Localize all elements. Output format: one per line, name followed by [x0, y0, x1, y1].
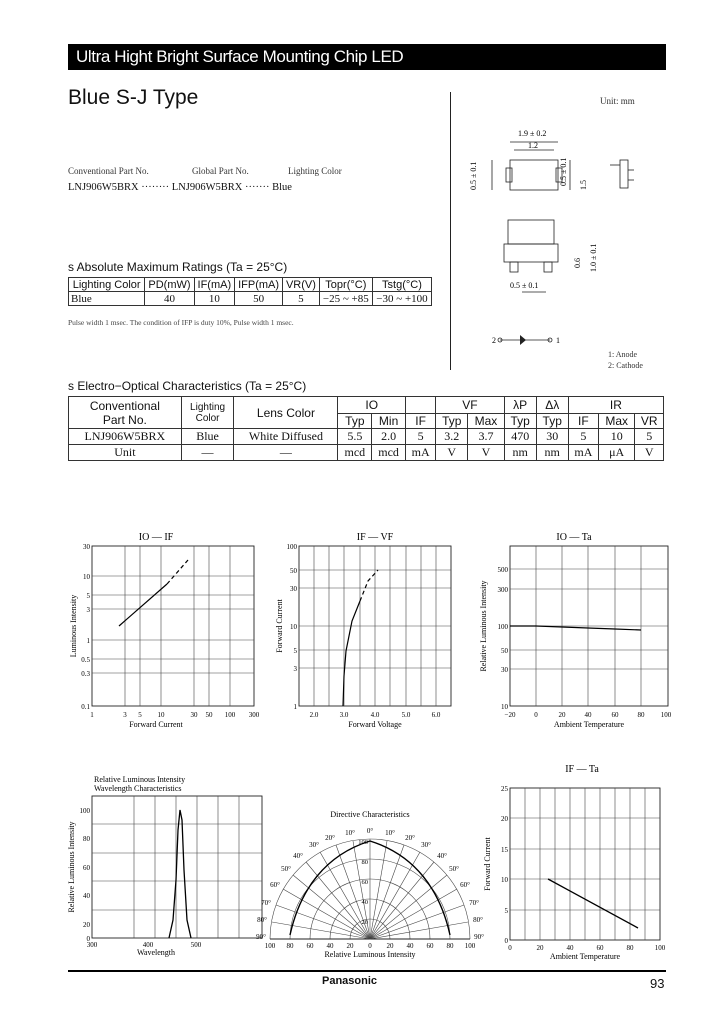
eoc-h-lens: Lens Color: [234, 397, 338, 429]
eoc-v-vf-max: 3.7: [468, 429, 504, 445]
c6-x2: 40: [566, 944, 574, 952]
package-drawing: [470, 120, 670, 370]
chart-io-ta: [470, 526, 680, 734]
amr-h-ifp: IFP(mA): [235, 278, 283, 292]
c1-x5: 50: [205, 711, 213, 719]
c5-x0: 100: [264, 942, 276, 950]
c5-a12: 60°: [270, 881, 280, 889]
c5-a15: 80°: [473, 916, 483, 924]
c3-x5: 80: [637, 711, 645, 719]
c6-curve: [548, 879, 638, 928]
c3-x3: 40: [584, 711, 592, 719]
eoc-v-io-typ: 5.5: [338, 429, 372, 445]
c1-y6: 0.1: [81, 703, 90, 711]
c1-x3: 10: [157, 711, 165, 719]
c1-title: IO — IF: [138, 532, 174, 543]
amr-v-color: Blue: [69, 292, 145, 306]
eoc-v-if: 5: [405, 429, 435, 445]
c4-ylabel: Relative Luminous Intensity: [67, 821, 76, 913]
c4-x0: 300: [86, 941, 98, 949]
c1-xlabel: Forward Current: [129, 720, 183, 729]
c6-xlabel: Ambient Temperature: [549, 952, 621, 961]
c4-y4: 20: [83, 921, 90, 929]
amr-v-topr: −25 ~ +85: [319, 292, 372, 306]
c1-x2: 5: [138, 711, 142, 719]
c5-r2: 60: [361, 879, 368, 886]
c1-x0: 1: [90, 711, 94, 719]
c5-title: Directive Characteristics: [330, 810, 410, 819]
eoc-u-5: mA: [405, 445, 435, 461]
type-title: Blue S-J Type: [68, 86, 199, 109]
c3-y5: 10: [501, 703, 508, 711]
dim-3: 0.5 ± 0.1: [469, 161, 478, 190]
c1-x4: 30: [190, 711, 198, 719]
c5-a11: 60°: [460, 881, 470, 889]
eoc-u-6: V: [436, 445, 468, 461]
c5-a2: 10°: [345, 829, 355, 837]
c2-ylabel: Forward Current: [275, 599, 284, 653]
legend-cathode: 2: Cathode: [608, 361, 643, 370]
chart-wavelength: [62, 770, 262, 960]
col-label-global: Global Part No.: [192, 166, 249, 176]
c5-a18: 90°: [256, 933, 266, 941]
c1-curve-extrapolated: [167, 560, 188, 584]
c5-a13: 70°: [469, 899, 479, 907]
c5-a4: 20°: [325, 834, 335, 842]
c1-x6: 100: [224, 711, 236, 719]
c5-a7: 40°: [437, 852, 447, 860]
eoc-v-vr: 5: [635, 429, 664, 445]
legend-anode: 1: Anode: [608, 350, 638, 359]
c2-x1: 3.0: [339, 711, 349, 719]
c3-title: IO — Ta: [556, 532, 592, 543]
unit-label: Unit: mm: [600, 96, 635, 106]
chart-if-ta: [478, 758, 678, 963]
eoc-h-io: IO: [338, 397, 406, 414]
c5-x2: 60: [306, 942, 314, 950]
dim-1: 1.9 ± 0.2: [518, 129, 547, 138]
eoc-u-2: —: [234, 445, 338, 461]
col-label-conventional: Conventional Part No.: [68, 166, 149, 176]
c2-x2: 4.0: [370, 711, 380, 719]
c6-title: IF — Ta: [565, 764, 599, 775]
c6-y0: 25: [501, 785, 508, 793]
c1-x7: 300: [248, 711, 260, 719]
amr-note: Pulse width 1 msec. The condition of IFP is duty 10%, Pulse width 1 msec.: [68, 318, 294, 327]
c5-a17: 90°: [474, 933, 484, 941]
c1-x1: 3: [123, 711, 127, 719]
eoc-s-typ4: Typ: [536, 414, 568, 429]
eoc-h-ir: IR: [568, 397, 663, 414]
c1-y4: 0.5: [81, 656, 90, 664]
page-number: 93: [650, 976, 665, 991]
eoc-s-min: Min: [372, 414, 406, 429]
c5-x6: 20: [386, 942, 394, 950]
c5-x3: 40: [326, 942, 334, 950]
amr-v-pd: 40: [145, 292, 194, 306]
amr-h-pd: PD(mW): [145, 278, 194, 292]
c2-y4: 5: [293, 647, 297, 655]
c2-y3: 10: [290, 623, 297, 631]
c3-curve: [510, 626, 641, 630]
c5-x7: 40: [406, 942, 414, 950]
eoc-s-typ3: Typ: [504, 414, 536, 429]
eoc-u-1: —: [181, 445, 234, 461]
amr-h-color: Lighting Color: [69, 278, 145, 292]
c4-xlabel: Wavelength: [136, 948, 176, 957]
dim-6: 0.6: [573, 258, 582, 268]
chart-io-if: [62, 526, 262, 734]
c6-y2: 15: [501, 846, 508, 854]
eoc-v-ir-max: 10: [598, 429, 634, 445]
drawing-separator: [450, 92, 451, 370]
document-header: Ultra Hight Bright Surface Mounting Chip LED: [68, 44, 666, 70]
col-label-lighting: Lighting Color: [288, 166, 342, 176]
c6-x3: 60: [596, 944, 604, 952]
c6-x5: 100: [654, 944, 666, 952]
eoc-u-10: mA: [568, 445, 598, 461]
c3-x4: 60: [611, 711, 619, 719]
c5-x1: 80: [286, 942, 294, 950]
c3-y4: 30: [501, 666, 508, 674]
c4-x2: 500: [190, 941, 202, 949]
footer-rule: [68, 970, 666, 972]
part-info-row: LNJ906W5BRX ········ LNJ906W5BRX ······· Blue: [68, 182, 292, 193]
eoc-u-7: V: [468, 445, 504, 461]
c4-title2: Wavelength Characteristics: [94, 784, 182, 793]
eoc-u-11: μA: [598, 445, 634, 461]
amr-v-if: 10: [194, 292, 234, 306]
eoc-s-max: Max: [468, 414, 504, 429]
c6-y3: 10: [501, 876, 508, 884]
c5-xlabel: Relative Luminous Intensity: [324, 950, 416, 959]
c3-ylabel: Relative Luminous Intensity: [479, 580, 488, 672]
eoc-u-0: Unit: [69, 445, 182, 461]
c2-title: IF — VF: [356, 532, 394, 543]
eoc-h-dl: Δλ: [536, 397, 568, 414]
eoc-v-part: LNJ906W5BRX: [69, 429, 182, 445]
eoc-u-3: mcd: [338, 445, 372, 461]
c6-ylabel: Forward Current: [483, 837, 492, 891]
c3-x2: 20: [558, 711, 566, 719]
amr-h-if: IF(mA): [194, 278, 234, 292]
c6-y5: 0: [504, 937, 508, 945]
dim-7: 1.0 ± 0.1: [589, 243, 598, 272]
c2-x0: 2.0: [309, 711, 319, 719]
c1-y1: 5: [86, 592, 90, 600]
eoc-h-light: Lighting Color: [181, 397, 234, 429]
c4-y1: 80: [83, 835, 90, 843]
dim-4: 0.5 ± 0.1: [559, 157, 568, 186]
eoc-s-typ2: Typ: [436, 414, 468, 429]
dim-10: 1: [556, 336, 560, 345]
eoc-v-lp: 470: [504, 429, 536, 445]
amr-section-title: s Absolute Maximum Ratings (Ta = 25°C): [68, 260, 288, 274]
eoc-v-dl: 30: [536, 429, 568, 445]
eoc-u-12: V: [635, 445, 664, 461]
c2-x4: 6.0: [431, 711, 441, 719]
c6-x0: 0: [508, 944, 512, 952]
c3-x0: −20: [504, 711, 516, 719]
eoc-v-ir-if: 5: [568, 429, 598, 445]
c2-curve: [343, 601, 360, 706]
chart-directive: [250, 805, 490, 965]
brand-logo: Panasonic: [322, 975, 378, 987]
eoc-s-max2: Max: [598, 414, 634, 429]
dim-8: 0.5 ± 0.1: [510, 281, 539, 290]
c1-y5: 0.3: [81, 670, 90, 678]
c1-y2: 3: [86, 606, 90, 614]
c3-x6: 100: [660, 711, 672, 719]
c1-ylabel: Luminous Intensity: [69, 594, 78, 658]
c6-y4: 5: [504, 907, 508, 915]
c5-a16: 80°: [257, 916, 267, 924]
c5-a9: 50°: [449, 865, 459, 873]
c5-r3: 40: [361, 899, 368, 906]
dim-5: 1.5: [579, 180, 588, 190]
c6-x4: 80: [626, 944, 634, 952]
dim-2: 1.2: [528, 141, 538, 150]
c2-x3: 5.0: [401, 711, 411, 719]
eoc-u-8: nm: [504, 445, 536, 461]
c3-y3: 50: [501, 647, 508, 655]
c1-curve: [119, 584, 167, 626]
eoc-s-typ: Typ: [338, 414, 372, 429]
c3-x1: 0: [534, 711, 538, 719]
dim-9: 2: [492, 336, 496, 345]
c5-r1: 80: [361, 859, 368, 866]
c5-r4: 20: [361, 919, 368, 926]
c5-a5: 30°: [421, 841, 431, 849]
c1-y0: 10: [83, 573, 90, 581]
c4-curve: [169, 810, 191, 938]
c5-x8: 60: [426, 942, 434, 950]
eoc-s-if: IF: [405, 414, 435, 429]
c5-a1: 10°: [385, 829, 395, 837]
eoc-h-lp: λP: [504, 397, 536, 414]
c4-title1: Relative Luminous Intensity: [94, 775, 186, 784]
amr-h-topr: Topr(°C): [319, 278, 372, 292]
c1-ytop: 30: [83, 543, 90, 551]
c4-y3: 40: [83, 892, 90, 900]
c2-y1: 50: [290, 567, 297, 575]
eoc-v-vf-typ: 3.2: [436, 429, 468, 445]
eoc-table: [68, 396, 664, 461]
c6-y1: 20: [501, 815, 508, 823]
c4-y5: 0: [86, 935, 90, 943]
amr-v-ifp: 50: [235, 292, 283, 306]
amr-h-vr: VR(V): [283, 278, 320, 292]
eoc-h-conv: Conventional Part No.: [69, 397, 182, 429]
c2-y6: 1: [293, 703, 297, 711]
c5-a6: 30°: [309, 841, 319, 849]
eoc-v-io-min: 2.0: [372, 429, 406, 445]
c2-xlabel: Forward Voltage: [348, 720, 402, 729]
eoc-s-if2: IF: [568, 414, 598, 429]
c3-xlabel: Ambient Temperature: [553, 720, 625, 729]
eoc-u-9: nm: [536, 445, 568, 461]
c5-a3: 20°: [405, 834, 415, 842]
c5-a8: 40°: [293, 852, 303, 860]
c4-x1: 400: [142, 941, 154, 949]
c2-y2: 30: [290, 585, 297, 593]
amr-v-vr: 5: [283, 292, 320, 306]
c3-y2: 100: [497, 623, 508, 631]
c3-y1: 300: [497, 586, 508, 594]
eoc-v-color: Blue: [181, 429, 234, 445]
eoc-s-vr: VR: [635, 414, 664, 429]
eoc-u-4: mcd: [372, 445, 406, 461]
c5-x10: 100: [464, 942, 476, 950]
c5-x9: 80: [446, 942, 454, 950]
eoc-v-lens: White Diffused: [234, 429, 338, 445]
eoc-section-title: s Electro−Optical Characteristics (Ta = 25°C): [68, 379, 307, 393]
c1-y3: 1: [86, 637, 90, 645]
c5-r0: 100: [358, 839, 368, 846]
c3-y0: 500: [497, 566, 508, 574]
amr-h-tstg: Tstg(°C): [372, 278, 431, 292]
c5-a10: 50°: [281, 865, 291, 873]
amr-v-tstg: −30 ~ +100: [372, 292, 431, 306]
c2-y5: 3: [293, 665, 297, 673]
c5-x5: 0: [368, 942, 372, 950]
c4-y2: 60: [83, 864, 90, 872]
amr-table: [68, 277, 432, 306]
c5-a0: 0°: [366, 827, 374, 835]
eoc-h-vf: VF: [436, 397, 504, 414]
c6-x1: 20: [536, 944, 544, 952]
chart-if-vf: [270, 526, 460, 734]
c5-x4: 20: [346, 942, 354, 950]
c2-y0: 100: [286, 543, 297, 551]
c5-a14: 70°: [261, 899, 271, 907]
c4-y0: 100: [79, 807, 90, 815]
